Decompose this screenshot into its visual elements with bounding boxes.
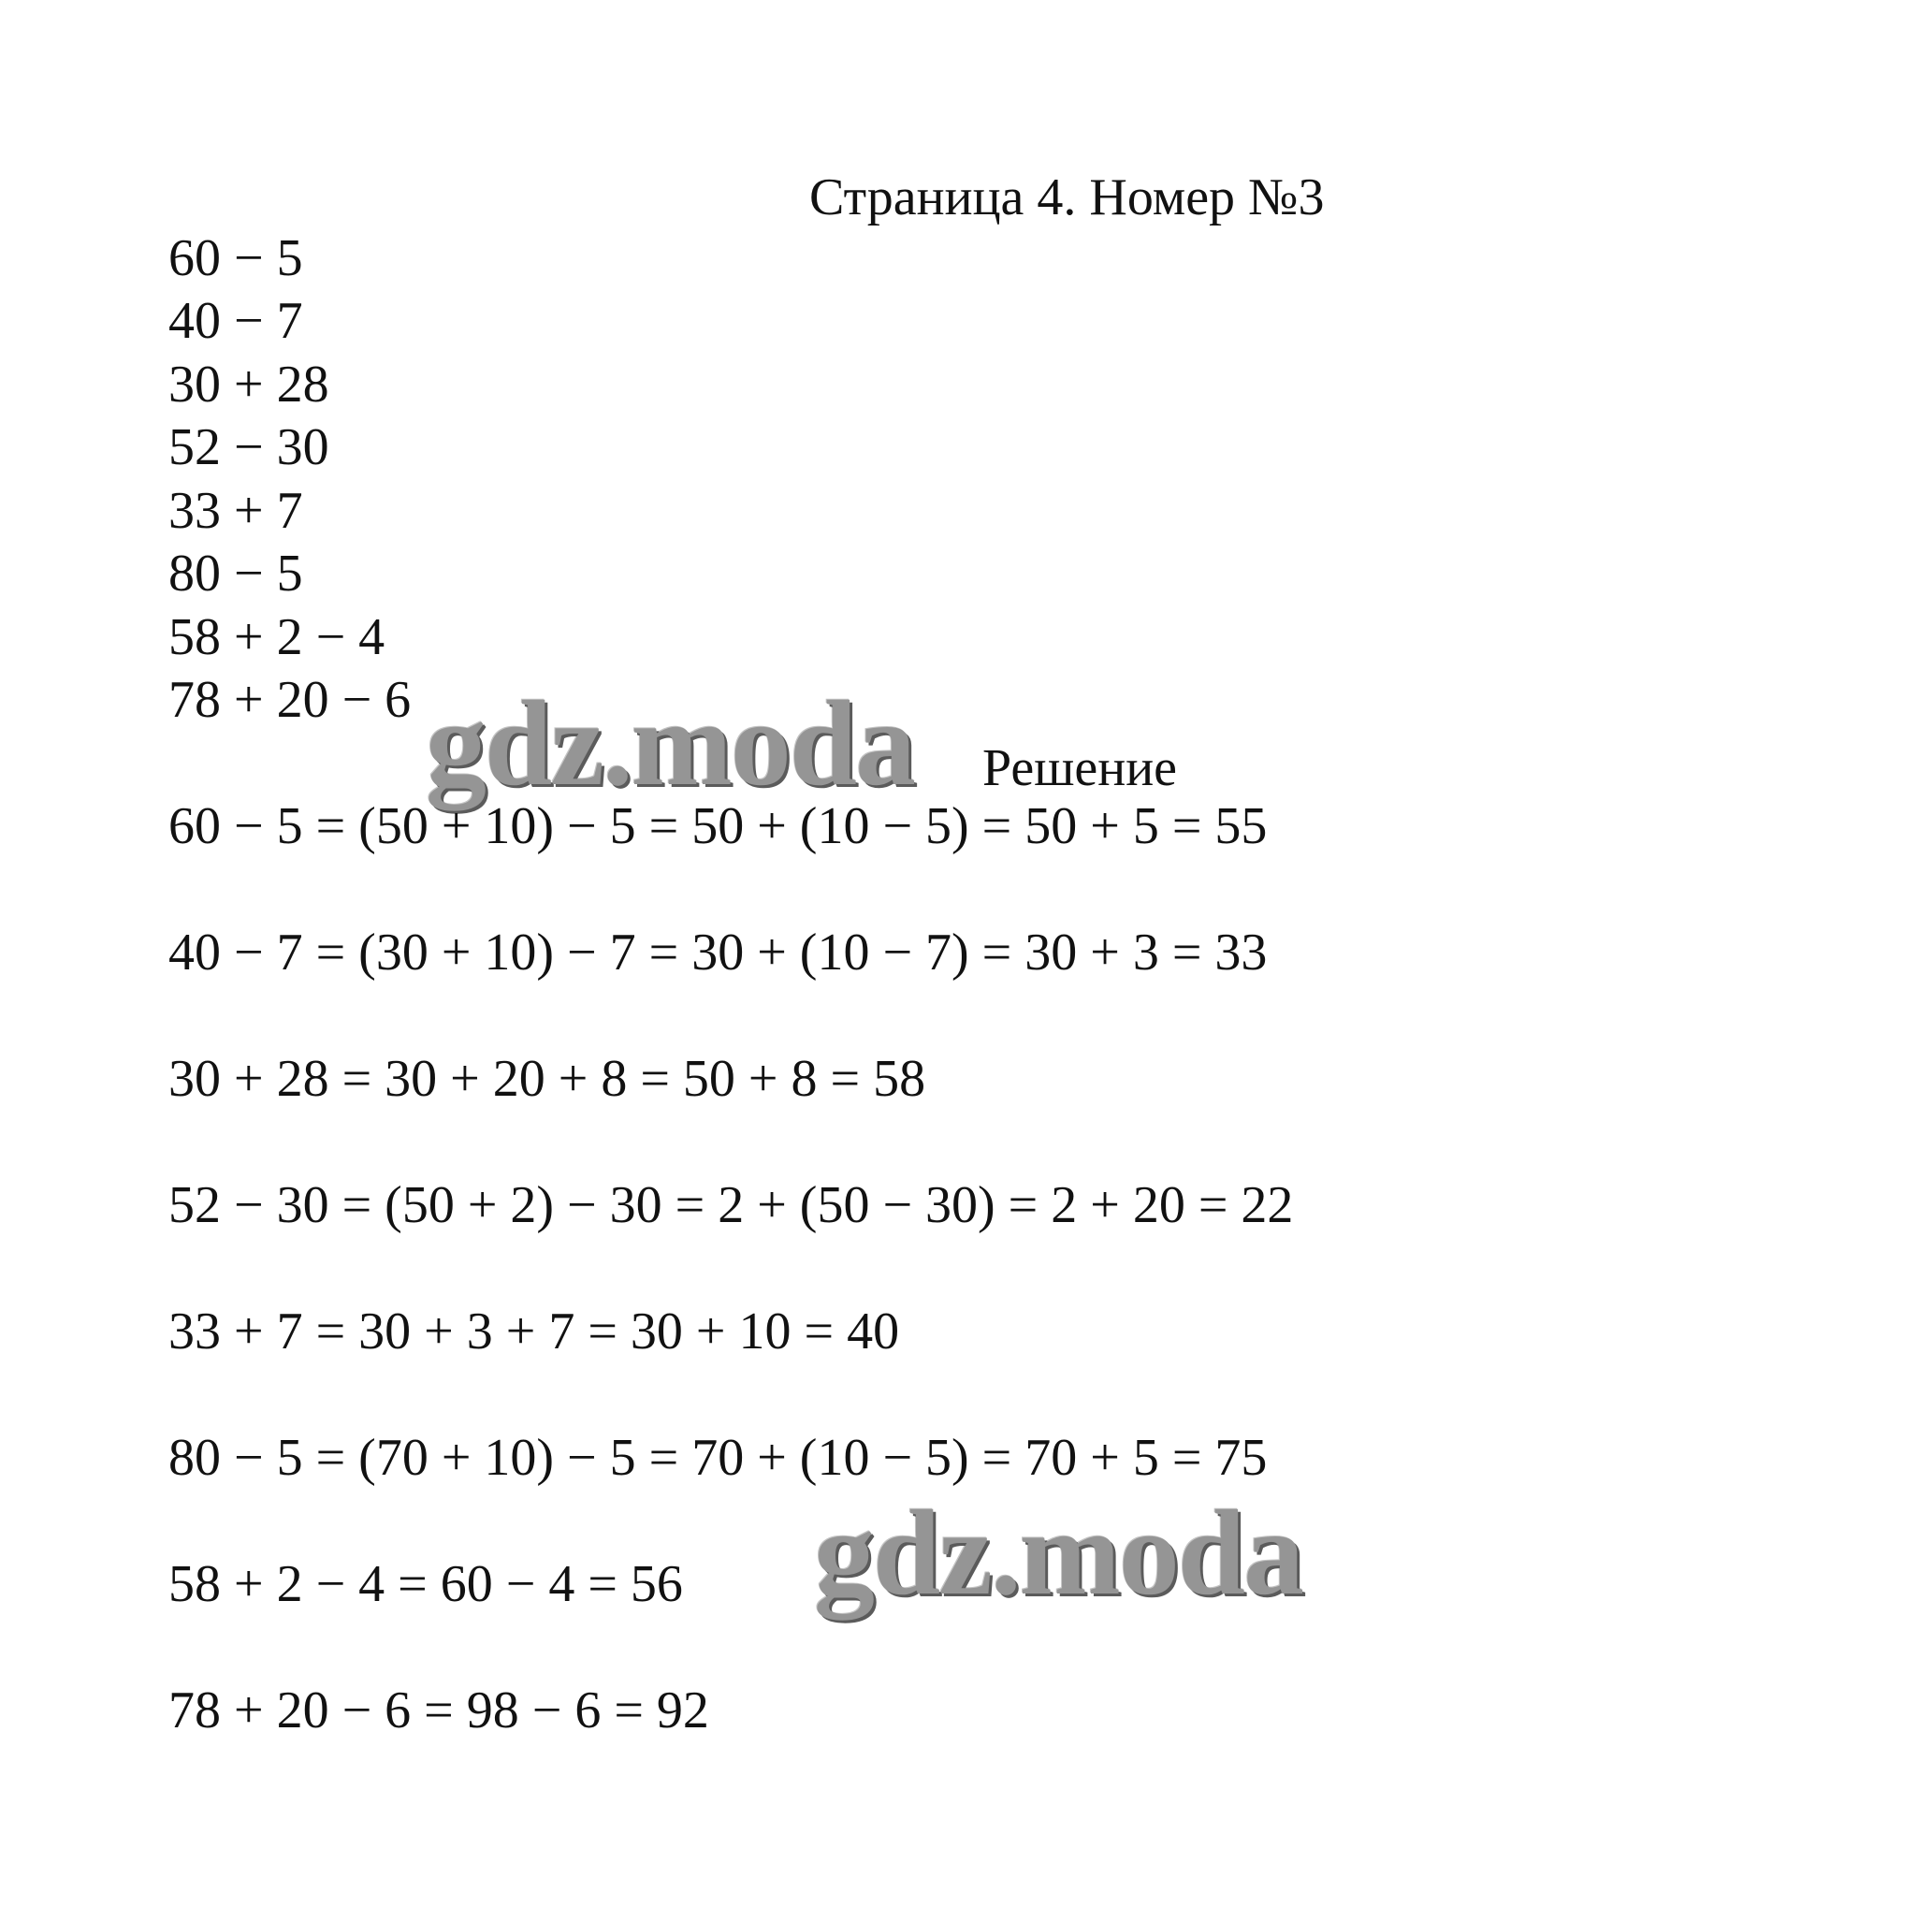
task-line: 60 − 5 — [168, 229, 303, 287]
solution-line: 80 − 5 = (70 + 10) − 5 = 70 + (10 − 5) = 70 + 5 = 75 — [168, 1429, 1268, 1487]
task-line: 80 − 5 — [168, 545, 303, 603]
page-title: Страница 4. Номер №3 — [809, 168, 1325, 226]
task-line: 30 + 28 — [168, 356, 329, 414]
solution-line: 78 + 20 − 6 = 98 − 6 = 92 — [168, 1681, 709, 1739]
solution-line: 60 − 5 = (50 + 10) − 5 = 50 + (10 − 5) = 50 + 5 = 55 — [168, 797, 1268, 855]
solution-heading: Решение — [982, 739, 1178, 797]
watermark-logo: gdz.moda — [814, 1486, 1303, 1621]
solution-line: 30 + 28 = 30 + 20 + 8 = 50 + 8 = 58 — [168, 1050, 926, 1108]
task-line: 33 + 7 — [168, 482, 303, 540]
solution-line: 52 − 30 = (50 + 2) − 30 = 2 + (50 − 30) = 2 + 20 = 22 — [168, 1176, 1294, 1234]
task-line: 78 + 20 − 6 — [168, 671, 412, 729]
solution-line: 58 + 2 − 4 = 60 − 4 = 56 — [168, 1555, 683, 1613]
watermark-logo: gdz.moda — [426, 677, 915, 811]
task-line: 52 − 30 — [168, 418, 329, 476]
solution-line: 33 + 7 = 30 + 3 + 7 = 30 + 10 = 40 — [168, 1302, 900, 1361]
solution-line: 40 − 7 = (30 + 10) − 7 = 30 + (10 − 7) = 30 + 3 = 33 — [168, 924, 1268, 982]
task-line: 40 − 7 — [168, 292, 303, 350]
task-line: 58 + 2 − 4 — [168, 608, 385, 666]
